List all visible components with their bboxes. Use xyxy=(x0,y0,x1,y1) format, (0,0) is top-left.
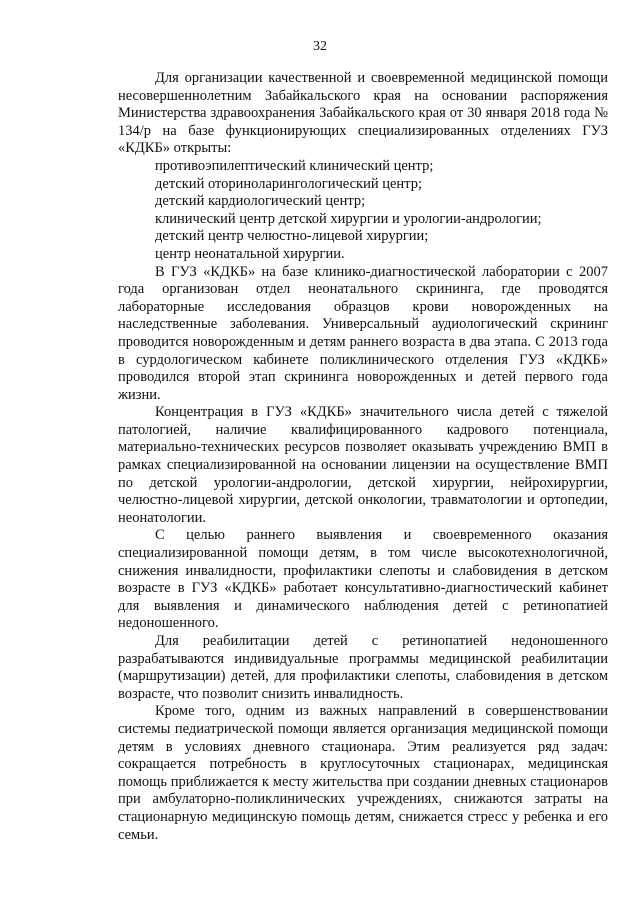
page-number: 32 xyxy=(313,39,327,54)
rehabilitation-paragraph: Для реабилитации детей с ретинопатией недоношенного разрабатываются индивидуальные программы медицинской реабилитации (маршрутизации) детей, для профилактики слепоты, слабовидения в детском возрасте, что позволит снизить инвалидность. xyxy=(118,633,608,702)
screening-paragraph: В ГУЗ «КДКБ» на базе клинико-диагностической лаборатории с 2007 года организован отдел неонатального скрининга, где проводятся лабораторные исследования образцов крови новорожденных на наследственные заболевания. Универсальный аудиологический скрининг проводится новорожденным и детям раннего возраста в два этапа. С 2013 года в сурдологическом кабинете поликлинического отделения ГУЗ «КДКБ» проводился второй этап скрининга новорожденных и детей первого года жизни. xyxy=(118,263,608,403)
intro-paragraph: Для организации качественной и своевременной медицинской помощи несовершеннолетним Забайкальского края на основании распоряжения Министерства здравоохранения Забайкальского края от 30 января 2018 года № 134/р на базе функционирующих специализированных отделениях ГУЗ «КДКБ» открыты: xyxy=(118,70,608,157)
center-list-item: детский оториноларингологический центр; xyxy=(155,175,422,192)
day-hospital-paragraph: Кроме того, одним из важных направлений в совершенствовании системы педиатрической помощи является организация медицинской помощи детям в условиях дневного стационара. Этим реализуется ряд задач: сокращается потребность в круглосуточных стационарах, медицинская помощь приближается к месту жительства при создании дневных стационаров при амбулаторно-поликлинических учреждениях, снижаются затраты на стационарную медицинскую помощь детям, снижается стресс у ребенка и его семьи. xyxy=(118,703,608,843)
hmp-paragraph: Концентрация в ГУЗ «КДКБ» значительного числа детей с тяжелой патологией, наличие квалифицированного кадрового потенциала, материально-технических ресурсов позволяет оказывать учреждению ВМП в рамках специализированной на основании лицензии на осуществление ВМП по детской урологии-андрологии, детской хирургии, нейрохирургии, челюстно-лицевой хирургии, детской онкологии, травматологии и ортопедии, неонатологии. xyxy=(118,404,608,526)
center-list-item: центр неонатальной хирургии. xyxy=(155,245,345,262)
centers-list xyxy=(118,158,608,264)
retinopathy-detection-paragraph: С целью раннего выявления и своевременного оказания специализированной помощи детям, в том числе высокотехнологичной, снижения инвалидности, профилактики слепоты и слабовидения в детском возрасте в ГУЗ «КДКБ» работает консультативно-диагностический кабинет для выявления и динамического наблюдения детей с ретинопатией недоношенного. xyxy=(118,527,608,632)
center-list-item: противоэпилептический клинический центр; xyxy=(155,157,434,174)
page-content xyxy=(118,70,608,844)
center-list-item: клинический центр детской хирургии и урологии-андрологии; xyxy=(155,210,542,227)
center-list-item: детский центр челюстно-лицевой хирургии; xyxy=(155,228,429,245)
center-list-item: детский кардиологический центр; xyxy=(155,193,366,210)
